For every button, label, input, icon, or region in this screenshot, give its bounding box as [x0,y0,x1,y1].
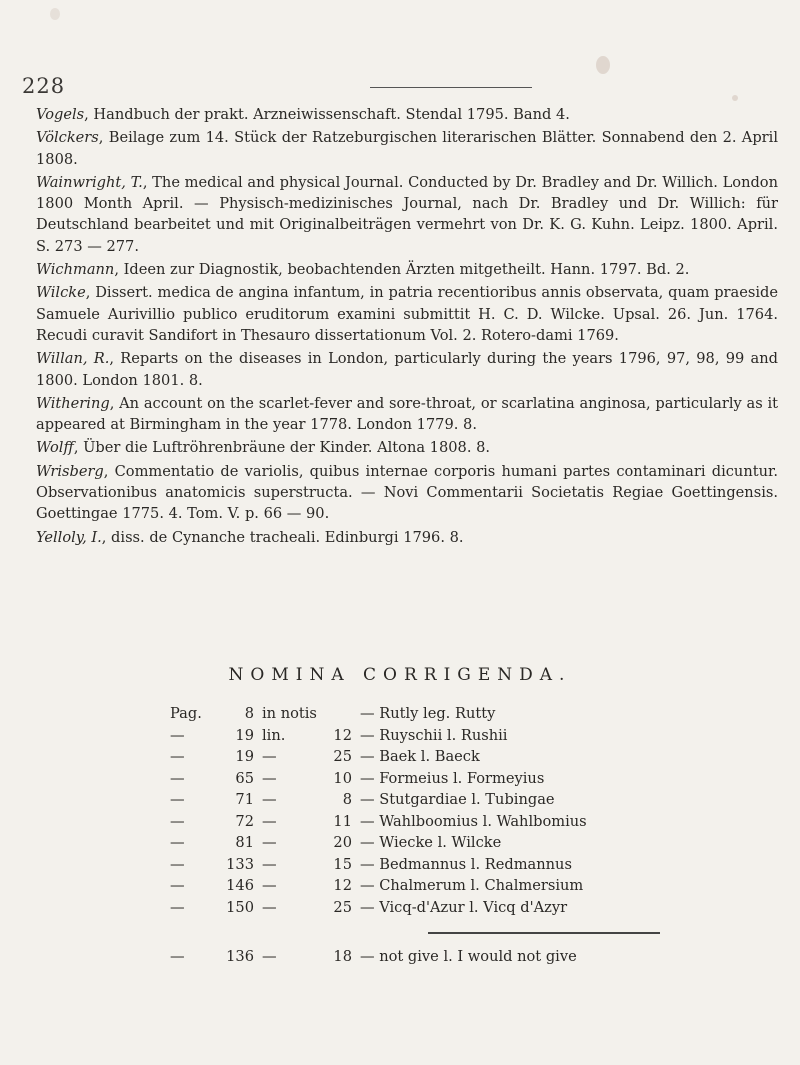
bibliography-entry [36,104,778,125]
line-ref: 15 [333,855,352,873]
paper-stain [596,56,610,74]
correction-text: — Bedmannus l. Redmannus [360,855,572,873]
page-ref: 8 [244,705,254,722]
line-ref: 12 [333,877,352,894]
line-prefix: in notis [262,705,317,722]
paper-stain [732,95,738,101]
entry-author: Völckers [36,129,99,147]
line-ref: 25 [333,748,352,765]
line-prefix: — [262,855,277,873]
entry-text: , Reparts on the diseases in London, particularly during the years 1796, 97, 98, 99 and 1800. London 1801. 8. [36,350,778,389]
correction-text: — Wahlboomius l. Wahlbomius [360,812,587,830]
line-ref: 8 [342,791,352,808]
line-prefix: — [262,791,277,808]
corrigenda-table [170,703,730,918]
corrigenda-row [170,811,730,833]
corrigenda-row [170,789,730,811]
corrigenda-extra [170,946,730,968]
header-rule [370,87,532,88]
page-prefix: — [170,948,185,965]
page-ref: 71 [235,791,254,808]
entry-author: Yelloly, I. [36,528,102,546]
corrigenda-row [170,875,730,897]
bibliography-list [36,104,778,550]
bibliography-entry [36,393,778,436]
line-prefix: — [262,877,277,894]
corrigenda-row [170,854,730,876]
page-ref: 81 [235,834,254,851]
corrigenda-row [170,832,730,854]
corrigenda-row [170,897,730,919]
correction-text: — Vicq-d'Azur l. Vicq d'Azyr [360,898,568,916]
line-prefix: — [262,898,277,916]
bibliography-entry [36,172,778,257]
page-ref: 65 [235,769,254,787]
entry-author: Wainwright, T. [36,173,143,191]
bibliography-entry [36,461,778,525]
page-ref: 72 [235,812,254,830]
correction-text: — Stutgardiae l. Tubingae [360,791,555,808]
page-prefix: Pag. [170,705,202,722]
correction-text: — Chalmerum l. Chalmersium [360,877,584,894]
entry-text: , An account on the scarlet-fever and sore-throat, or scarlatina anginosa, particularly as it appeared at Birmingham in the year 1778. London 1779. 8. [36,394,778,434]
entry-author: Wilcke [36,284,86,302]
correction-text: — not give l. I would not give [360,948,577,965]
entry-text: , Handbuch der prakt. Arzneiwissenschaft. Stendal 1795. Band 4. [84,106,570,123]
errata-rule [428,932,660,934]
entry-text: , diss. de Cynanche tracheali. Edinburgi 1796. 8. [101,528,464,546]
line-prefix: — [262,812,277,830]
page-prefix: — [170,812,185,830]
line-ref: 12 [333,726,352,744]
bibliography-entry [36,527,778,548]
line-ref: 10 [333,769,352,787]
correction-text: — Formeius l. Formeyius [360,769,545,787]
entry-author: Withering [36,394,110,412]
line-prefix: — [262,834,277,851]
page-ref: 133 [226,855,254,873]
line-ref: 11 [333,812,352,830]
bibliography-entry [36,348,778,391]
line-ref: 18 [333,948,352,965]
line-prefix: — [262,769,277,787]
bibliography-entry [36,437,778,458]
page-ref: 150 [226,898,254,916]
page-ref: 19 [235,748,254,765]
bibliography-entry [36,127,778,170]
page-ref: 19 [235,726,254,744]
entry-text: , Ideen zur Diagnostik, beobachtenden Ärzten mitgetheilt. Hann. 1797. Bd. 2. [114,261,690,279]
entry-author: Wichmann [36,261,115,279]
page-number: 228 [22,74,66,98]
page-prefix: — [170,877,185,894]
correction-text: — Baek l. Baeck [360,748,480,765]
bibliography-entry [36,259,778,280]
line-ref: 20 [333,834,352,851]
corrigenda-row [170,725,730,747]
page-ref: 146 [226,877,254,894]
line-prefix: — [262,948,277,965]
page-prefix: — [170,748,185,765]
page-ref: 136 [226,948,254,965]
page-prefix: — [170,855,185,873]
entry-text: , The medical and physical Journal. Conducted by Dr. Bradley and Dr. Willich. London 1800 Month April. — Physisch-medizinisches Journal, nach Dr. Bradley und Dr. Willich: für Deutschland bearbeitet und mit Originalbeiträgen vermehrt von Dr. K. G. Kuhn. Leipz. 1800. April. S. 273 — 277. [36,173,778,255]
page-prefix: — [170,898,185,916]
paper-stain [50,8,60,20]
entry-author: Wrisberg [36,462,104,480]
entry-text: , Commentatio de variolis, quibus internae corporis humani partes contaminari dicuntur. Observationibus anatomicis superstructa. — Novi Commentarii Societatis Regiae Goettingensis. Goettingae 1775. 4. Tom. V. p. 66 — 90. [36,462,778,523]
line-prefix: — [262,748,277,765]
page-prefix: — [170,791,185,808]
corrigenda-row [170,746,730,768]
entry-author: Wolff [36,439,74,457]
section-title: NOMINA CORRIGENDA. [228,665,572,685]
page-prefix: — [170,726,185,744]
correction-text: — Rutly leg. Rutty [360,705,496,722]
entry-text: , Dissert. medica de angina infantum, in patria recentioribus annis observata, quam praeside Samuele Aurivillio publico eruditorum examini submittit H. C. D. Wilcke. Upsal. 26. Jun. 1764. Recudi curavit Sandifort in Thesauro dissertationum Vol. 2. Rotero-dami 1769. [36,284,778,344]
bibliography-entry [36,282,778,346]
correction-text: — Wiecke l. Wilcke [360,834,502,851]
corrigenda-row [170,946,730,968]
entry-text: , Beilage zum 14. Stück der Ratzeburgischen literarischen Blätter. Sonnabend den 2. April 1808. [36,129,778,168]
page-prefix: — [170,834,185,851]
corrigenda-row [170,703,730,725]
corrigenda-row [170,768,730,790]
entry-text: , Über die Luftröhrenbräune der Kinder. Altona 1808. 8. [73,439,491,457]
entry-author: Vogels [36,106,85,123]
line-prefix: lin. [262,726,286,744]
correction-text: — Ruyschii l. Rushii [360,726,508,744]
page-prefix: — [170,769,185,787]
line-ref: 25 [333,898,352,916]
entry-author: Willan, R. [36,350,110,368]
